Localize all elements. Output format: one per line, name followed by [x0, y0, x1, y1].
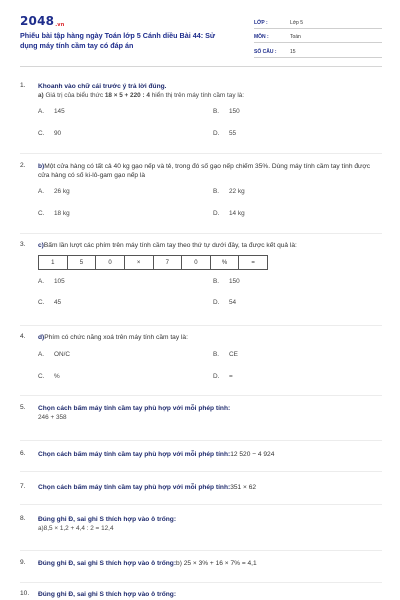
- question-separator: [20, 504, 382, 505]
- question-title: [38, 590, 382, 599]
- key-cell: 7: [154, 256, 183, 269]
- question-title-text: Chọn cách bấm máy tính cầm tay phù hợp với mỗi phép tính:: [38, 484, 231, 491]
- sub-expression: 18 × 5 + 220 : 4: [104, 92, 150, 100]
- option-key: A.: [38, 108, 45, 116]
- question-body: Bấm lần lượt các phím trên máy tính cầm tay theo thứ tự dưới đây, ta được kết quả là:: [43, 242, 297, 249]
- option-d[interactable]: [213, 373, 233, 380]
- key-cell: ×: [125, 256, 154, 269]
- logo-main: 2048: [20, 14, 55, 28]
- option-a[interactable]: [38, 188, 70, 195]
- option-d[interactable]: [213, 299, 236, 306]
- question-10: [20, 590, 382, 599]
- option-text: 55: [229, 130, 237, 138]
- meta-label-count: SỐ CÂU :: [254, 48, 277, 55]
- question-title-text: Đúng ghi Đ, sai ghi S thích hợp vào ô trống:: [38, 516, 177, 523]
- option-text: 150: [229, 278, 240, 286]
- question-title-text: Đúng ghi Đ, sai ghi S thích hợp vào ô trống:: [38, 560, 177, 567]
- option-key: A.: [38, 278, 45, 286]
- key-cell: 0: [182, 256, 211, 269]
- question-title: [38, 515, 382, 524]
- question-text: [38, 162, 382, 180]
- option-text: 54: [229, 299, 237, 307]
- option-text: 150: [229, 108, 240, 116]
- key-cell: =: [251, 260, 255, 267]
- question-number: 3.: [20, 241, 26, 248]
- option-key: C.: [38, 210, 45, 218]
- sub-prefix: a): [38, 92, 44, 100]
- site-logo[interactable]: [20, 14, 65, 28]
- meta-value-class: Lớp 5: [290, 19, 304, 26]
- meta-row-class: [254, 16, 382, 29]
- question-number: 7.: [20, 483, 26, 490]
- option-key: B.: [213, 108, 220, 116]
- question-separator: [20, 153, 382, 154]
- question-number: 8.: [20, 515, 26, 522]
- option-d[interactable]: [213, 210, 245, 217]
- question-prefix: b): [38, 163, 45, 170]
- question-title: [38, 82, 382, 91]
- question-title-text: Khoanh vào chữ cái trước ý trả lời đúng.: [38, 83, 167, 90]
- option-text: =: [229, 373, 233, 381]
- option-text: 26 kg: [54, 188, 70, 196]
- option-text: 45: [54, 299, 62, 307]
- question-prefix: c): [38, 242, 44, 249]
- option-text: 18 kg: [54, 210, 70, 218]
- option-text: 145: [54, 108, 65, 116]
- question-separator: [20, 395, 382, 396]
- question-number: 4.: [20, 333, 26, 340]
- option-key: D.: [213, 299, 220, 307]
- meta-label-class: LỚP :: [254, 19, 268, 26]
- header-divider: [20, 66, 382, 67]
- answer-options: [38, 106, 382, 142]
- question-expression: 12 520 − 4 924: [230, 451, 275, 458]
- option-key: C.: [38, 130, 45, 138]
- question-text: [38, 241, 382, 250]
- sub-text: Giá trị của biểu thức: [43, 92, 105, 100]
- key-cell: 5: [68, 256, 97, 269]
- option-d[interactable]: [213, 130, 236, 137]
- question-4: [20, 333, 382, 384]
- question-1: [20, 82, 382, 142]
- question-number: 9.: [20, 559, 26, 566]
- option-key: B.: [213, 351, 220, 359]
- option-key: D.: [213, 373, 220, 381]
- option-c[interactable]: [38, 299, 61, 306]
- option-key: D.: [213, 130, 220, 138]
- meta-label-subject: MÔN :: [254, 34, 269, 40]
- option-text: CE: [229, 351, 238, 359]
- question-title: [38, 404, 382, 413]
- question-prefix: d): [38, 334, 45, 341]
- key-cell: 1: [39, 256, 68, 269]
- question-title-text: Chọn cách bấm máy tính cầm tay phù hợp với mỗi phép tính:: [38, 451, 231, 458]
- option-key: D.: [213, 210, 220, 218]
- option-key: A.: [38, 188, 45, 196]
- question-separator: [20, 233, 382, 234]
- question-separator: [20, 550, 382, 551]
- question-9: [20, 559, 382, 568]
- question-7: [20, 483, 382, 492]
- question-title-text: Đúng ghi Đ, sai ghi S thích hợp vào ô trống:: [38, 591, 177, 598]
- meta-value-count: 15: [290, 48, 296, 55]
- question-title: [38, 483, 382, 492]
- answer-options: [38, 348, 382, 384]
- question-body: Phím có chức năng xoá trên máy tính cầm tay là:: [44, 334, 188, 341]
- question-2: [20, 162, 382, 222]
- question-number: 5.: [20, 404, 26, 411]
- sub-tail: hiển thị trên máy tính cầm tay là:: [149, 92, 245, 100]
- question-number: 6.: [20, 450, 26, 457]
- worksheet-title: Phiếu bài tập hàng ngày Toán lớp 5 Cánh diều Bài 44: Sử dụng máy tính cầm tay có đáp án: [20, 31, 216, 50]
- option-text: 22 kg: [229, 188, 245, 196]
- option-text: 90: [54, 130, 62, 138]
- option-b[interactable]: [213, 278, 240, 285]
- option-c[interactable]: [38, 373, 60, 380]
- key-cell: %: [211, 256, 240, 269]
- option-b[interactable]: [213, 351, 238, 358]
- option-c[interactable]: [38, 210, 70, 217]
- question-3: [20, 241, 382, 312]
- meta-row-count: [254, 45, 382, 58]
- question-6: [20, 450, 382, 459]
- question-separator: [20, 471, 382, 472]
- option-text: %: [54, 373, 60, 381]
- question-title-text: Chọn cách bấm máy tính cầm tay phù hợp với mỗi phép tính:: [38, 405, 231, 412]
- worksheet-header: [20, 14, 382, 58]
- question-expression: 246 + 358: [38, 414, 67, 422]
- question-8: [20, 515, 382, 533]
- key-cell: 0: [96, 256, 125, 269]
- question-expression: 351 × 62: [230, 484, 257, 491]
- option-key: C.: [38, 299, 45, 307]
- answer-options: [38, 276, 382, 312]
- question-expression: b) 25 × 3% + 16 × 7% = 4,1: [176, 560, 257, 567]
- option-key: C.: [38, 373, 45, 381]
- question-number: 2.: [20, 162, 26, 169]
- question-text: [38, 333, 382, 342]
- worksheet-meta: [254, 16, 382, 60]
- question-body: Một cửa hàng có tất cả 40 kg gạo nếp và tẻ, trong đó số gạo nếp chiếm 35%. Dùng máy tính cầm tay tính được cửa hàng có số ki-lô-gam gạo nếp là: [38, 163, 371, 180]
- option-b[interactable]: [213, 108, 240, 115]
- question-title: [38, 450, 382, 459]
- question-separator: [20, 440, 382, 441]
- question-separator: [20, 325, 382, 326]
- meta-value-subject: Toán: [290, 34, 301, 40]
- question-subtext: [38, 91, 382, 100]
- question-number: 10.: [20, 590, 30, 597]
- option-a[interactable]: [38, 108, 65, 115]
- question-5: [20, 404, 382, 422]
- question-expression: a)8,5 × 1,2 + 4,4 : 2 = 12,4: [38, 525, 114, 533]
- option-key: B.: [213, 278, 220, 286]
- meta-row-subject: [254, 31, 382, 44]
- option-text: 105: [54, 278, 65, 286]
- option-a[interactable]: [38, 278, 65, 285]
- answer-options: [38, 186, 382, 222]
- question-title: [38, 559, 382, 568]
- logo-suffix: .vn: [55, 22, 65, 28]
- question-separator: [20, 582, 382, 583]
- option-key: A.: [38, 351, 45, 359]
- question-number: 1.: [20, 82, 26, 89]
- option-text: 14 kg: [229, 210, 245, 218]
- option-key: B.: [213, 188, 220, 196]
- option-text: ON/C: [54, 351, 70, 359]
- option-a[interactable]: [38, 351, 70, 358]
- option-c[interactable]: [38, 130, 61, 137]
- key-sequence-table: [38, 255, 268, 270]
- option-b[interactable]: [213, 188, 245, 195]
